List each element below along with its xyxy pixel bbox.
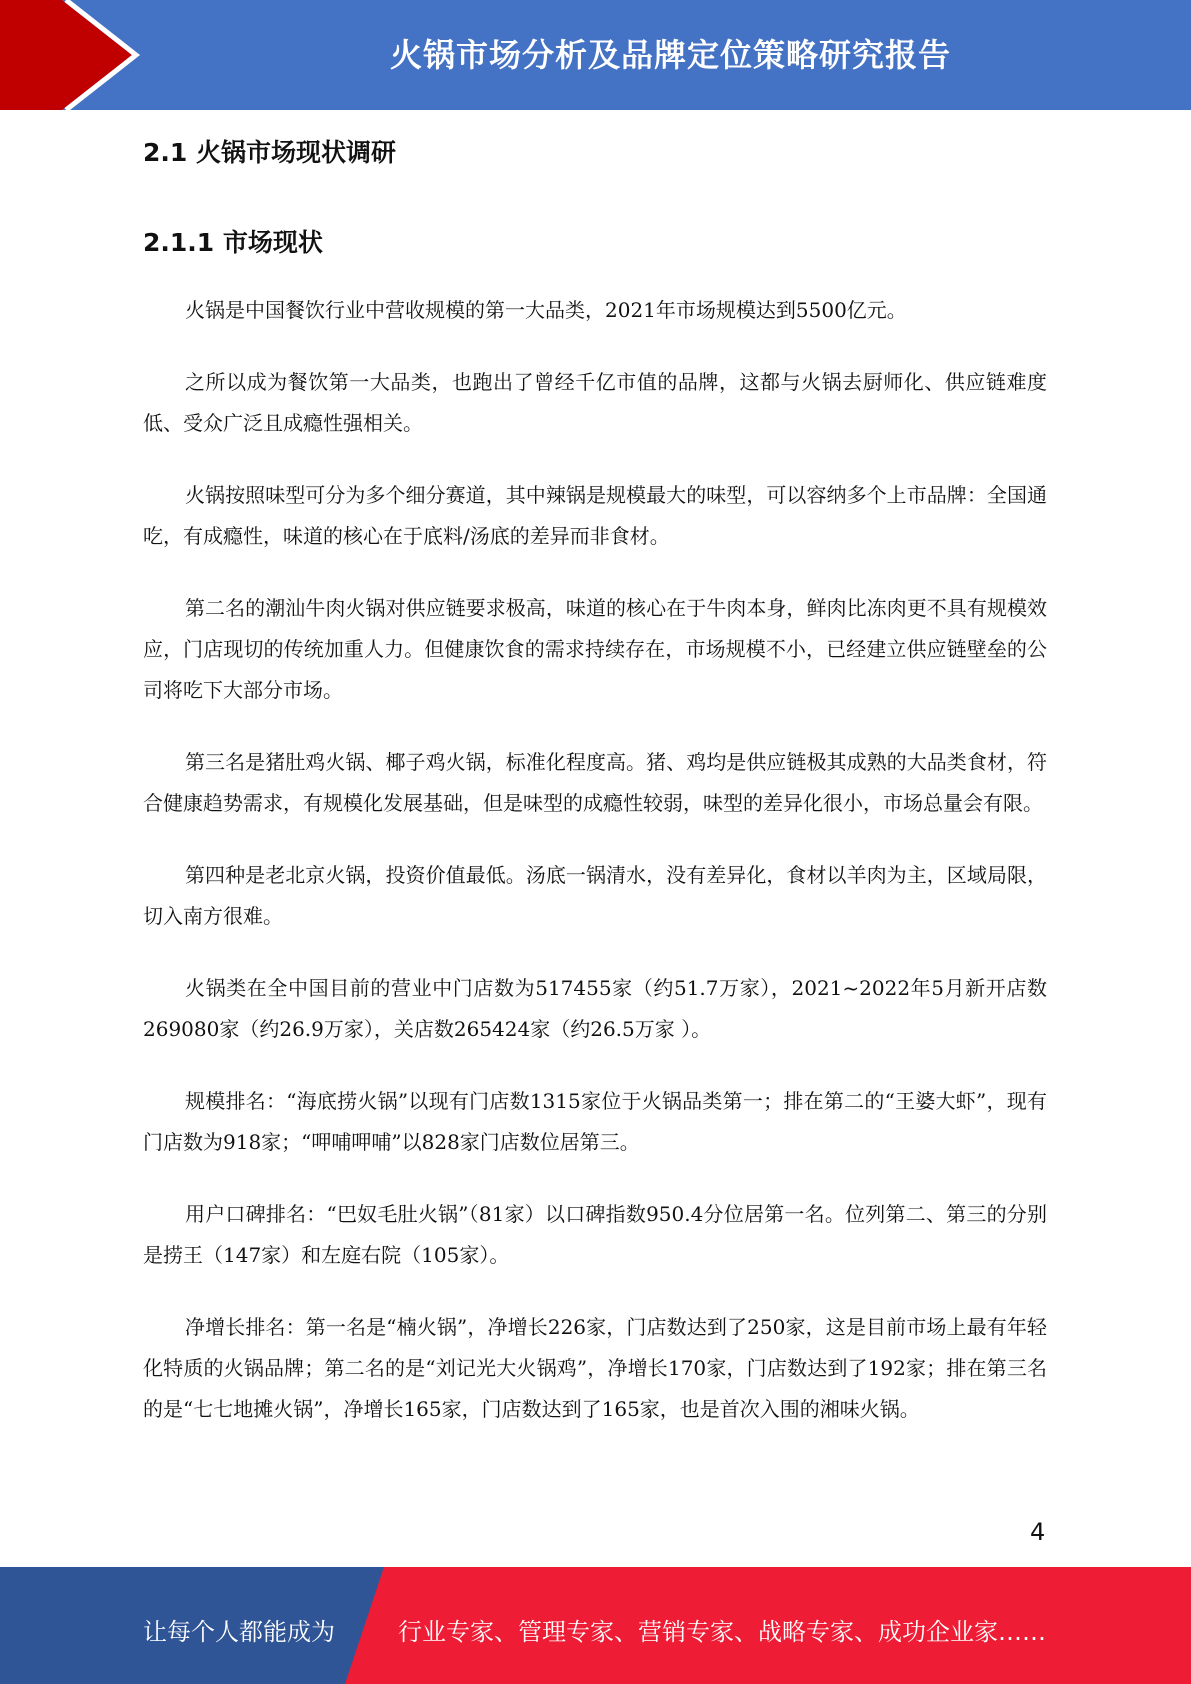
paragraph: 第三名是猪肚鸡火锅、椰子鸡火锅，标准化程度高。猪、鸡均是供应链极其成熟的大品类食材，符合健康趋势需求，有规模化发展基础，但是味型的成瘾性较弱，味型的差异化很小，市场总量会有限。 [143,750,1047,815]
paragraph: 火锅按照味型可分为多个细分赛道，其中辣锅是规模最大的味型，可以容纳多个上市品牌：全国通吃，有成瘾性，味道的核心在于底料/汤底的差异而非食材。 [143,483,1047,548]
page-number: 4 [1030,1518,1046,1546]
report-title: 火锅市场分析及品牌定位策略研究报告 [389,36,951,74]
paragraph: 第四种是老北京火锅，投资价值最低。汤底一锅清水，没有差异化，食材以羊肉为主，区域局限，切入南方很难。 [143,863,1047,928]
section-heading: 2.1 火锅市场现状调研 [143,138,396,167]
paragraph: 火锅类在全中国目前的营业中门店数为517455家（约51.7万家），2021~2022年5月新开店数269080家（约26.9万家），关店数265424家（约26.5万家 ）。 [143,976,1047,1041]
paragraph: 规模排名：“海底捞火锅”以现有门店数1315家位于火锅品类第一；排在第二的“王婆大虾”，现有门店数为918家；“呷哺呷哺”以828家门店数位居第三。 [143,1089,1047,1154]
paragraph: 用户口碑排名：“巴奴毛肚火锅”（81家）以口碑指数950.4分位居第一名。位列第二、第三的分别是捞王（147家）和左庭右院（105家）。 [143,1202,1047,1267]
footer-slogan-left: 让每个人都能成为 [143,1618,335,1646]
footer-slogan-right: 行业专家、管理专家、营销专家、战略专家、成功企业家…… [398,1618,1046,1646]
subsection-heading: 2.1.1 市场现状 [143,228,323,257]
body-text [143,290,1047,1461]
paragraph: 第二名的潮汕牛肉火锅对供应链要求极高，味道的核心在于牛肉本身，鲜肉比冻肉更不具有规模效应，门店现切的传统加重人力。但健康饮食的需求持续存在，市场规模不小，已经建立供应链壁垒的公司将吃下大部分市场。 [143,596,1047,702]
page-header [0,0,1191,110]
paragraph: 之所以成为餐饮第一大品类，也跑出了曾经千亿市值的品牌，这都与火锅去厨师化、供应链难度低、受众广泛且成瘾性强相关。 [143,370,1047,435]
paragraph: 火锅是中国餐饮行业中营收规模的第一大品类，2021年市场规模达到5500亿元。 [185,298,907,322]
paragraph: 净增长排名：第一名是“楠火锅”，净增长226家，门店数达到了250家，这是目前市场上最有年轻化特质的火锅品牌；第二名的是“刘记光大火锅鸡”，净增长170家，门店数达到了192家；排在第三名的是“七七地摊火锅”，净增长165家，门店数达到了165家，也是首次入围的湘味火锅。 [143,1315,1047,1421]
